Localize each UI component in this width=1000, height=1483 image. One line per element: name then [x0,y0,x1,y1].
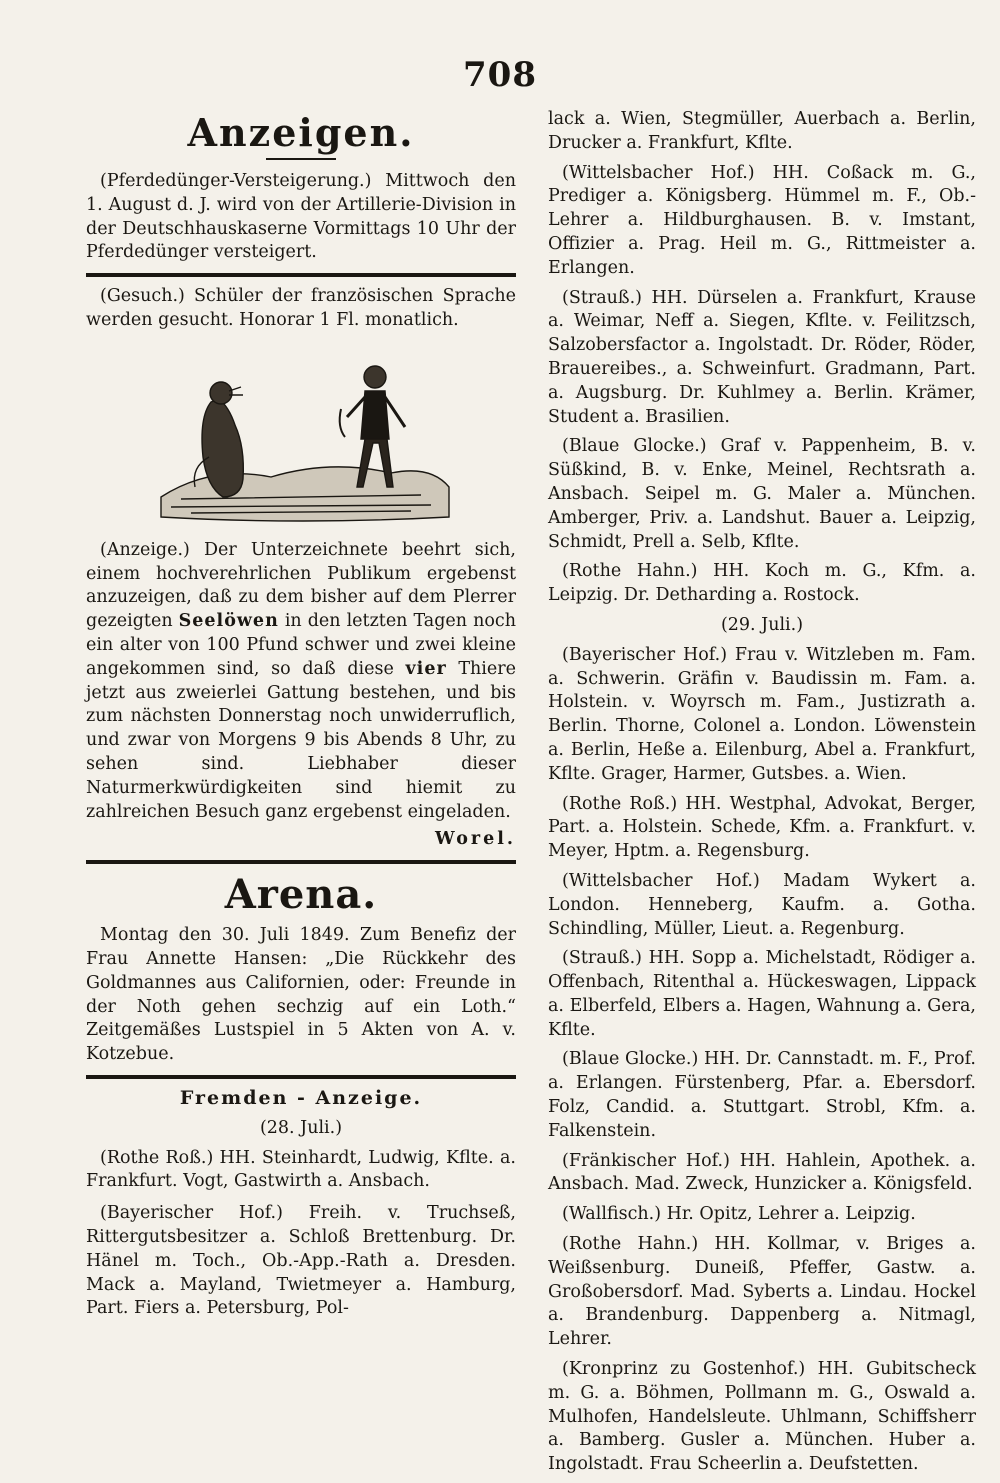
heading-rule [266,158,336,160]
ad-seeloewen-text-2: in den letzten Tagen noch ein alter von 100 Pfund schwer und zwei kleine angekommen sind, so daß diese [86,611,516,679]
guest-entry: (Strauß.) HH. Sopp a. Michelstadt, Rödiger a. Offenbach, Ritenthal a. Hückeswagen, Lippack a. Elberfeld, Elbers a. Hagen, Wahnung a. Gera, Kflte. [548,948,976,1040]
fremden-anzeige-heading: Fremden - Anzeige. [179,1086,423,1109]
guest-entry: (Bayerischer Hof.) Freih. v. Truchseß, Rittergutsbesitzer a. Schloß Brettenburg. Dr. Hänel m. Toch., Ob.-App.-Rath a. Dresden. Mack a. Mayland, Twietmeyer a. Hamburg, Part. Fiers a. Petersburg, Pol- [86,1203,516,1319]
date-28-juli: (28. Juli.) [259,1117,343,1138]
guest-entry: (Wallfisch.) Hr. Opitz, Lehrer a. Leipzig. [562,1204,916,1225]
guest-entry: (Rothe Roß.) HH. Steinhardt, Ludwig, Kflte. a. Frankfurt. Vogt, Gastwirth a. Ansbach. [86,1147,516,1192]
section-rule [86,273,516,277]
guest-entry: (Blaue Glocke.) HH. Dr. Cannstadt. m. F., Prof. a. Erlangen. Fürstenberg, Pfar. a. Ebersdorf. Folz, Candid. a. Stuttgart. Strobl, Kfm. a. Falkenstein. [548,1049,976,1141]
section-rule [86,860,516,864]
ad-seeloewen-text-3: Thiere jetzt aus zweierlei Gattung bestehen, und bis zum nächsten Donnerstag noch unwiderruflich, und zwar von Morgens 9 bis Abends 8 Uhr, zu sehen sind. Liebhaber dieser Naturmerkwürdigkeiten sind hiemit zu zahlreichen Besuch ganz ergebenst eingeladen. [86,658,516,822]
guest-entry: (Strauß.) HH. Dürselen a. Frankfurt, Krause a. Weimar, Neff a. Siegen, Kflte. v. Feilitzsch, Salzobersfactor a. Ingolstadt. Dr. Röder, Röder, Brauereibes., a. Schweinfurt. Gradmann, Part. a. Augsburg. Dr. Kuhlmey a. Berlin. Krämer, Student a. Brasilien. [548,287,976,427]
arena-text: Montag den 30. Juli 1849. Zum Benefiz der Frau Annette Hansen: „Die Rückkehr des Goldmannes aus Californien, oder: Freunde in der Noth gehen sechzig auf ein Loth.“ Zeitgemäßes Lustspiel in 5 Akten von A. v. Kotzebue. [86,925,516,1065]
ad-seeloewen [86,539,516,825]
guest-entry: (Blaue Glocke.) Graf v. Pappenheim, B. v. Süßkind, B. v. Enke, Meinel, Rechtsrath a. Ansbach. Seipel m. G. Maler a. München. Amberger, Priv. a. Landshut. Bauer a. Leipzig, Schmidt, Prell a. Selb, Kflte. [548,436,976,552]
section-rule [86,1075,516,1079]
guest-entry: (Bayerischer Hof.) Frau v. Witzleben m. Fam. a. Schwerin. Gräfin v. Baudissin m. Fam. a. Holstein. v. Woyrsch m. Fam., Justizrath a. Berlin. Thorne, Colonel a. London. Löwenstein a. Berlin, Heße a. Eilenburg, Abel a. Frankfurt, Kflte. Grager, Harmer, Gutsbes. a. Wien. [548,644,976,784]
guest-entry: (Rothe Hahn.) HH. Koch m. G., Kfm. a. Leipzig. Dr. Detharding a. Rostock. [548,561,976,606]
left-column [86,108,516,1329]
ad-vier-emph: vier [405,658,447,679]
page-number: 708 [463,55,537,95]
ad-seeloewen-text-1: (Anzeige.) Der Unterzeichnete beehrt sich, einem hochverehrlichen Publikum ergebenst anzuzeigen, daß zu dem bisher auf dem Plerrer gezeigten [86,539,516,632]
guest-entry: (Wittelsbacher Hof.) Madam Wykert a. London. Henneberg, Kaufm. a. Gotha. Schindling, Müller, Lieut. a. Regenburg. [548,870,976,939]
sea-lion-woodcut-illustration [151,347,451,525]
ad-seeloewen-emph: Seelöwen [178,611,279,632]
anzeigen-heading: Anzeigen. [187,110,415,155]
arena-heading: Arena. [224,871,378,919]
guest-entry: (Fränkischer Hof.) HH. Hahlein, Apothek. a. Ansbach. Mad. Zweck, Hunzicker a. Königsfeld. [548,1150,976,1195]
right-column [548,108,976,1483]
guest-entry: (Wittelsbacher Hof.) HH. Coßack m. G., Prediger a. Königsberg. Hümmel m. F., Ob.-Lehrer a. Hildburghausen. B. v. Imstant, Offizier a. Prag. Heil m. G., Rittmeister a. Erlangen. [548,162,976,278]
ad-gesuch: (Gesuch.) Schüler der französischen Sprache werden gesucht. Honorar 1 Fl. monatlich. [86,286,516,330]
guest-entry-continued: lack a. Wien, Stegmüller, Auerbach a. Berlin, Drucker a. Frankfurt, Kflte. [548,109,976,153]
guest-entry: (Rothe Hahn.) HH. Kollmar, v. Briges a. Weißsenburg. Duneiß, Pfeffer, Gastw. a. Großobersdorf. Mad. Syberts a. Lindau. Hockel a. Brandenburg. Dappenberg a. Nitmagl, Lehrer. [548,1234,976,1350]
ad-pferdeduenger: (Pferdedünger-Versteigerung.) Mittwoch den 1. August d. J. wird von der Artillerie-Division in der Deutschhauskaserne Vormittags 10 Uhr der Pferdedünger versteigert. [86,171,516,263]
date-29-juli: (29. Juli.) [720,614,804,635]
guest-entry: (Kronprinz zu Gostenhof.) HH. Gubitscheck m. G. a. Böhmen, Pollmann m. G., Oswald a. Mulhofen, Handelsleute. Uhlmann, Schiffsherr a. Bamberg. Gusler a. München. Huber a. Ingolstadt. Frau Scheerlin a. Deufstetten. [548,1359,976,1475]
guest-entry: (Rothe Roß.) HH. Westphal, Advokat, Berger, Part. a. Holstein. Schede, Kfm. a. Frankfurt. v. Meyer, Hptm. a. Regensburg. [548,793,976,862]
ad-signature: Worel. [435,829,516,850]
